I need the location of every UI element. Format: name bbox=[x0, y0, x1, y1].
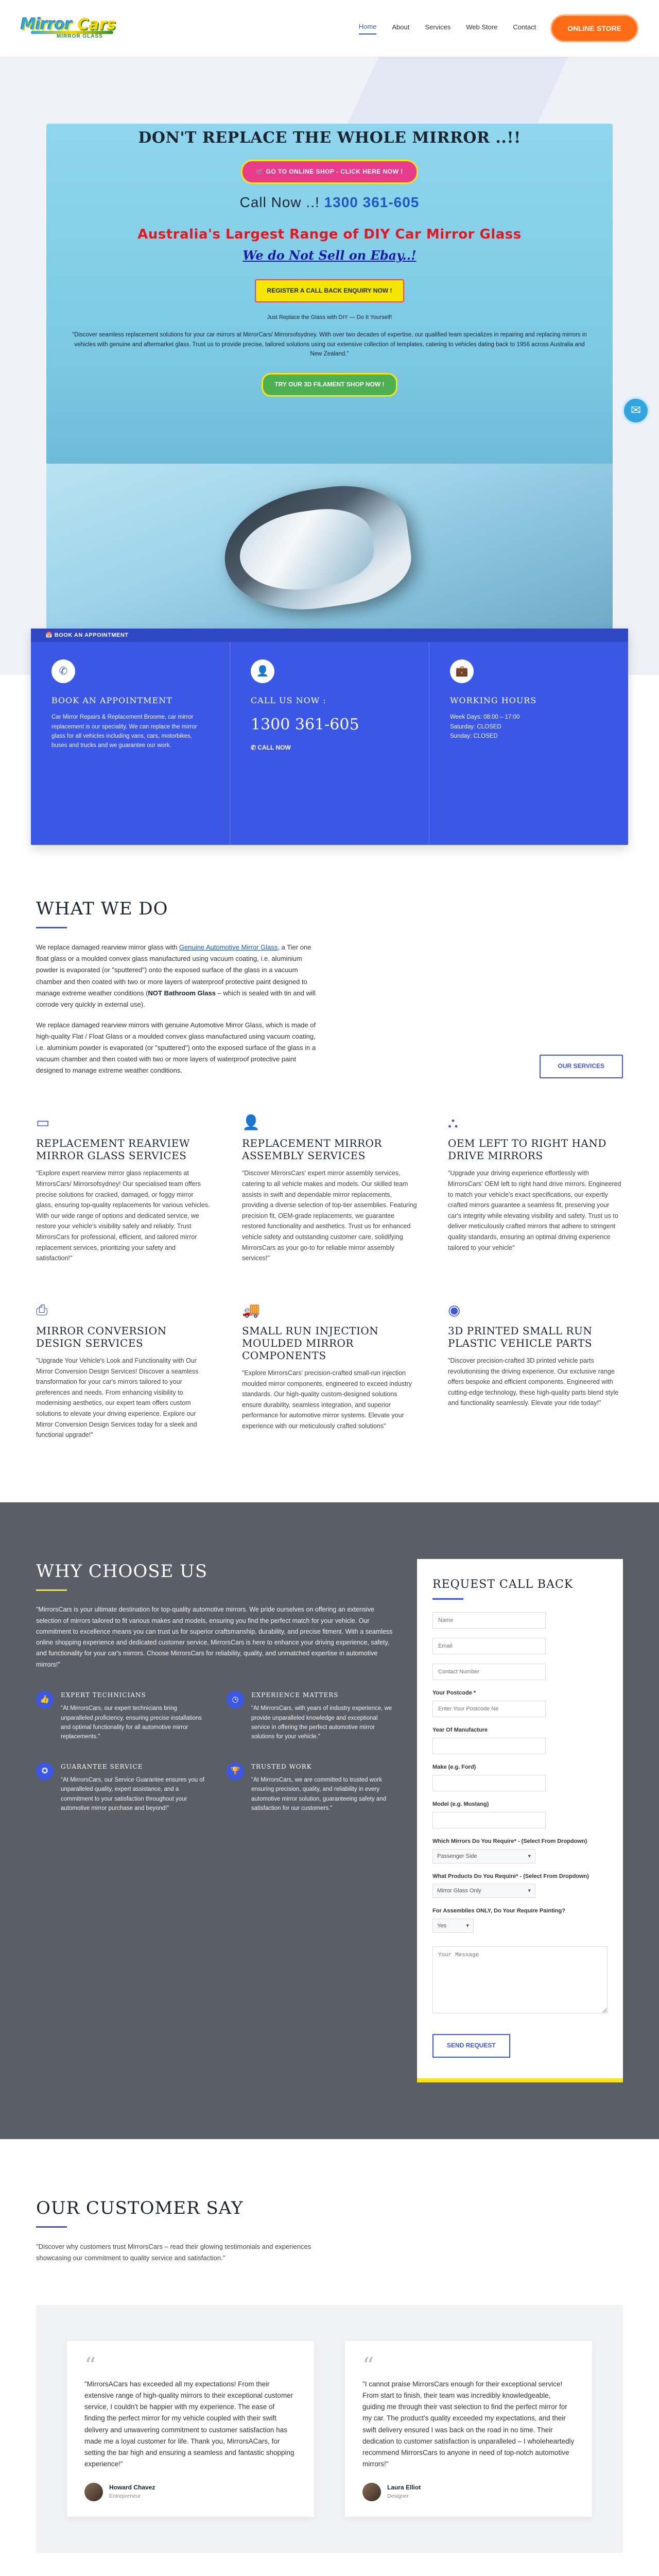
which-mirrors-value: Passenger Side bbox=[437, 1853, 477, 1859]
info-appointment bbox=[31, 629, 230, 845]
testimonial-author bbox=[362, 2483, 575, 2501]
why-item bbox=[36, 1691, 206, 1742]
info-call bbox=[230, 629, 429, 845]
service-title[interactable]: 3D PRINTED SMALL RUN PLASTIC VEHICLE PARTS bbox=[448, 1324, 593, 1349]
replace-glass-note: Just Replace the Glass with DIY — Do It Yourself! bbox=[267, 314, 392, 321]
which-mirrors-select[interactable] bbox=[432, 1849, 535, 1863]
author-role: Entrepreneur bbox=[109, 2493, 141, 2499]
chevron-down-icon: ▾ bbox=[466, 1923, 469, 1929]
postcode-field[interactable] bbox=[432, 1701, 546, 1717]
register-enquiry-button[interactable]: REGISTER A CALL BACK ENQUIRY NOW ! bbox=[255, 279, 405, 302]
painting-value: Yes bbox=[437, 1923, 446, 1929]
eye-icon: ◉ bbox=[448, 1301, 461, 1318]
service-title[interactable]: REPLACEMENT REARVIEW MIRROR GLASS SERVICES bbox=[36, 1137, 190, 1162]
why-choose-title: WHY CHOOSE US bbox=[36, 1561, 208, 1582]
why-item-title: EXPERT TECHNICIANS bbox=[61, 1691, 146, 1699]
largest-range-headline: Australia's Largest Range of DIY Car Mirror Glass bbox=[137, 227, 522, 243]
author-name: Howard Chavez bbox=[109, 2484, 155, 2492]
info-hours-title: WORKING HOURS bbox=[450, 696, 537, 705]
p1-bold: NOT Bathroom Glass bbox=[148, 989, 216, 997]
make-field[interactable] bbox=[432, 1775, 546, 1791]
hours-saturday: Saturday: CLOSED bbox=[450, 723, 501, 730]
avatar bbox=[84, 2483, 103, 2501]
service-text: "Upgrade your driving experience effortlessly with MirrorsCars' OEM left to right hand drive mirrors. Engineered to match your vehicle's exact specifications, our expertly crafted mirrors guarantee a seamless fit, preserving your car's integrity while elevating visibility and safety. Trust us to deliver meticulously crafted mirrors that adhere to stringent quality standards, ensuring an optimal driving experience tailored to your vehicle" bbox=[448, 1170, 621, 1251]
service-card bbox=[448, 1300, 623, 1440]
hero-content bbox=[46, 127, 613, 397]
why-choose-section bbox=[0, 1502, 659, 2139]
hero-card bbox=[46, 124, 613, 639]
send-request-button[interactable]: SEND REQUEST bbox=[432, 2034, 510, 2057]
what-we-do-paragraph-1 bbox=[36, 942, 324, 1010]
testimonials-subtitle: "Discover why customers trust MirrorsCars – read their glowing testimonials and experiences showcasing our commitment to quality service and satisfaction." bbox=[36, 2242, 311, 2262]
our-services-button[interactable]: OUR SERVICES bbox=[540, 1055, 623, 1078]
why-item-title: GUARANTEE SERVICE bbox=[61, 1762, 143, 1770]
trophy-icon: 🏆 bbox=[227, 1762, 244, 1780]
year-field[interactable] bbox=[432, 1738, 546, 1754]
why-item-title: TRUSTED WORK bbox=[251, 1762, 312, 1770]
envelope-icon[interactable]: ✉ bbox=[622, 397, 650, 425]
what-we-do-title: WHAT WE DO bbox=[36, 899, 168, 919]
title-underline bbox=[36, 927, 67, 928]
why-item bbox=[227, 1691, 396, 1742]
nav-services[interactable]: Services bbox=[425, 23, 451, 31]
mirror-glass-image bbox=[235, 502, 378, 598]
name-field[interactable] bbox=[432, 1612, 546, 1629]
info-bar-topline: 📅 BOOK AN APPOINTMENT bbox=[31, 629, 628, 642]
what-we-do-section bbox=[0, 845, 659, 1471]
site-header bbox=[0, 0, 659, 57]
why-item bbox=[36, 1762, 206, 1814]
service-text: "Explore expert rearview mirror glass replacements at MirrorsCars/ Mirrorsofsydney! Our specialised team offers precise solutions for cracked, damaged, or foggy mirror glass, ensuring top-quality replacements for various vehicles. With our wide range of options and dedicated service, we restore your vehicle's visibility safely and reliably. Trust MirrorsCars for professional, efficient, and tailored mirror replacement services, prioritizing your safety and satisfaction!" bbox=[36, 1170, 210, 1262]
nav-web-store[interactable]: Web Store bbox=[466, 23, 498, 31]
info-call-title: CALL US NOW : bbox=[251, 696, 326, 705]
service-text: "Discover MirrorsCars' expert mirror assembly services, catering to all vehicle makes and models. Our skilled team assists in swift and dependable mirror replacements, providing a diverse selection of top-tier assemblies. Featuring precision fit, OEM-grade replacements, we guarantee restored functionality and aesthetics. Trust us for enhanced vehicle safety and outstanding customer care, solidifying MirrorsCars as your go-to for reliable mirror assembly services!" bbox=[242, 1170, 417, 1262]
nav-home[interactable]: Home bbox=[359, 22, 377, 35]
testimonials-title: OUR CUSTOMER SAY bbox=[36, 2197, 244, 2218]
info-bar bbox=[31, 629, 628, 845]
email-field[interactable] bbox=[432, 1638, 546, 1654]
testimonial-author bbox=[84, 2483, 297, 2501]
briefcase-icon: 💼 bbox=[450, 659, 474, 683]
quote-icon: “ bbox=[362, 2353, 374, 2380]
printer-icon: ⎙ bbox=[36, 1301, 48, 1318]
hero-call-now bbox=[46, 192, 613, 213]
p1-part-a: We replace damaged rearview mirror glass with bbox=[36, 943, 179, 952]
service-text: "Explore MirrorsCars' precision-crafted small-run injection moulded mirror components, engineered to exceed industry standards. Our high-quality custom-designed solutions ensure durability, seamless integration, and superior performance for automotive mirror systems. Elevate your experience with our meticulously crafted solutions" bbox=[242, 1369, 412, 1430]
author-name: Laura Elliot bbox=[387, 2484, 421, 2492]
info-appointment-text: Car Mirror Repairs & Replacement Broome, car mirror replacement is our speciality. We can replace the mirror glass for all vehicles including vans, cars, motorbikes, buses and trucks and we guarantee our work. bbox=[51, 714, 197, 749]
service-title[interactable]: OEM LEFT TO RIGHT HAND DRIVE MIRRORS bbox=[448, 1137, 606, 1162]
why-item-text: "At MirrorsCars, with years of industry experience, we provide unparalleled knowledge and exceptional service in offering the perfect automotive mirror solutions for your vehicle." bbox=[251, 1705, 392, 1740]
service-card bbox=[242, 1300, 417, 1440]
make-label: Make (e.g. Ford) bbox=[432, 1764, 476, 1770]
truck-icon: 🚚 bbox=[242, 1301, 260, 1318]
what-we-do-paragraph-2: We replace damaged rearview mirrors with genuine Automotive Mirror Glass, which is made of high-quality Flat / Float Glass or a moulded convex glass manufactured using vacuum coating, i.e. aluminium powder is evaporated (or "sputtered") onto the exposed surface of the glass in a vacuum chamber and then coated with two or more layers of waterproof protective paint designed to manage extreme weather conditions. bbox=[36, 1021, 316, 1075]
quote-icon: “ bbox=[84, 2353, 96, 2380]
sitemap-icon: ⛬ bbox=[448, 1114, 458, 1131]
title-underline bbox=[36, 1589, 67, 1591]
service-text: "Discover precision-crafted 3D printed vehicle parts revolutionising the driving experience. Our exclusive range offers bespoke and efficient components. Engineered with cutting-edge technology, these high-quality parts blend style and functionality seamlessly. Elevate your ride today!" bbox=[448, 1357, 619, 1407]
nav-about[interactable]: About bbox=[392, 23, 410, 31]
chevron-down-icon: ▾ bbox=[528, 1888, 531, 1894]
year-label: Year Of Manufacture bbox=[432, 1726, 488, 1733]
why-item-text: "At MirrorsCars, we are committed to trusted work ensuring precision, quality, and reliability in every automotive mirror solution, guaranteeing safety and satisfaction for our customers." bbox=[251, 1777, 387, 1812]
phone-icon: ✆ bbox=[51, 659, 75, 683]
products-label: What Products Do You Require* - (Select From Dropdown) bbox=[432, 1873, 589, 1879]
hours-sunday: Sunday: CLOSED bbox=[450, 733, 498, 739]
service-card bbox=[448, 1112, 623, 1264]
products-select[interactable] bbox=[432, 1884, 535, 1898]
painting-label: For Assemblies ONLY, Do Your Require Painting? bbox=[432, 1908, 565, 1914]
which-mirrors-label: Which Mirrors Do You Require* - (Select From Dropdown) bbox=[432, 1838, 587, 1844]
info-call-link-label: CALL NOW bbox=[257, 743, 291, 751]
why-choose-grid bbox=[36, 1691, 396, 1814]
info-call-link[interactable]: ✆ CALL NOW bbox=[251, 743, 291, 751]
mirror-icon: ▭ bbox=[36, 1114, 50, 1131]
callback-form-title: REQUEST CALL BACK bbox=[432, 1578, 574, 1591]
call-now-label: Call Now ..! bbox=[239, 194, 320, 210]
why-item-title: EXPERIENCE MATTERS bbox=[251, 1691, 339, 1699]
postcode-label: Your Postcode * bbox=[432, 1689, 476, 1696]
online-shop-button[interactable]: 🛒 GO TO ONLINE SHOP - CLICK HERE NOW ! bbox=[241, 160, 418, 184]
why-item bbox=[227, 1762, 396, 1814]
hero-intro-text: "Discover seamless replacement solutions for your car mirrors at MirrorCars/ Mirrorsofsydney. With over two decades of expertise, our qualified team specializes in repairing and replacing mirrors in vehicles with genuine and aftermarket glass. Trust us to provide precise, tailored solutions using our extensive collection of templates, catering to vehicles dating back to 1956 across Australia and New Zealand." bbox=[72, 332, 587, 358]
testimonials-wrapper bbox=[36, 2305, 623, 2553]
title-underline bbox=[432, 1598, 463, 1600]
logo-word-1: Mirror bbox=[21, 15, 72, 33]
thumbs-up-icon: 👍 bbox=[36, 1691, 54, 1708]
service-card bbox=[242, 1112, 417, 1264]
info-call-phone[interactable]: 1300 361-605 bbox=[251, 716, 359, 734]
p1-part-b: , a Tier one float glass or a moulded convex glass manufactured using vacuum coating, i.e. aluminium powder is evaporated (or "sputtered") onto the exposed surface of the glass in a vacuum chamber and then coated with two or more layers of waterproof protective paint designed to manage extreme weather conditions ( bbox=[36, 943, 311, 997]
testimonial-card bbox=[345, 2341, 592, 2517]
why-choose-content bbox=[36, 1559, 396, 2082]
title-underline bbox=[36, 2226, 67, 2228]
why-item-text: "At MirrorsCars, our expert technicians bring unparalleled proficiency, ensuring precise installations and optimal functionality for all automotive mirror replacements." bbox=[61, 1705, 202, 1740]
logo-word-2: Cars bbox=[77, 15, 116, 33]
no-ebay-notice: We do Not Sell on Ebay..! bbox=[242, 248, 417, 263]
testimonial-text: "I cannot praise MirrorsCars enough for their exceptional service! From start to finish, their team was incredibly knowledgeable, guiding me through their vast selection to find the perfect mirror for my car. The product's quality exceeded my expectations, and their swift delivery ensured I was back on the road in no time. Their dedication to customer satisfaction is unparalleled – I wholeheartedly recommend MirrorsCars to anyone in need of top-notch automotive mirrors!" bbox=[362, 2380, 575, 2468]
products-value: Mirror Glass Only bbox=[437, 1888, 481, 1894]
call-now-number[interactable]: 1300 361-605 bbox=[324, 194, 420, 210]
hours-weekdays: Week Days: 08:00 – 17:00 bbox=[450, 714, 520, 721]
info-hours bbox=[429, 629, 628, 845]
contact-number-field[interactable] bbox=[432, 1664, 546, 1680]
testimonials-section bbox=[0, 2139, 659, 2576]
why-item-text: "At MirrorsCars, our Service Guarantee ensures you of unparalleled quality, expert assistance, and a commitment to your satisfaction throughout your automotive mirror purchase and beyond!" bbox=[61, 1777, 204, 1812]
callback-form bbox=[417, 1559, 623, 2082]
user-icon: 👤 bbox=[251, 659, 274, 683]
painting-select[interactable] bbox=[432, 1919, 474, 1933]
p1-part-c: – which is sealed with tin and will corrode very quickly in external use). bbox=[36, 989, 316, 1008]
online-shop-label: GO TO ONLINE SHOP - CLICK HERE NOW ! bbox=[266, 167, 403, 175]
services-grid bbox=[36, 1112, 623, 1440]
service-text: "Upgrade Your Vehicle's Look and Functionality with Our Mirror Conversion Design Services! Discover a seamless transformation for your car's mirrors tailored to your preferences and needs. From enhancing visibility to modernising aesthetics, our expert team offers custom solutions to elevate your driving experience. Explore our Mirror Conversion Design Services today for a sleek and functional upgrade!" bbox=[36, 1357, 199, 1439]
hero-title: DON'T REPLACE THE WHOLE MIRROR ..!! bbox=[138, 129, 521, 147]
service-title[interactable]: SMALL RUN INJECTION MOULDED MIRROR COMPONENTS bbox=[242, 1324, 379, 1362]
nav-contact[interactable]: Contact bbox=[513, 23, 536, 31]
service-card bbox=[36, 1112, 211, 1264]
model-label: Model (e.g. Mustang) bbox=[432, 1801, 489, 1807]
service-card bbox=[36, 1300, 211, 1440]
testimonial-card bbox=[67, 2341, 314, 2517]
info-appointment-title: BOOK AN APPOINTMENT bbox=[51, 696, 172, 705]
badge-icon: ✪ bbox=[36, 1762, 54, 1780]
clock-icon: ◷ bbox=[227, 1691, 244, 1708]
filament-shop-button[interactable]: TRY OUR 3D FILAMENT SHOP NOW ! bbox=[262, 373, 397, 396]
main-nav bbox=[359, 22, 536, 35]
model-field[interactable] bbox=[432, 1812, 546, 1828]
service-title[interactable]: MIRROR CONVERSION DESIGN SERVICES bbox=[36, 1324, 167, 1349]
message-field[interactable] bbox=[432, 1946, 608, 2013]
logo-tagline: MIRROR GLASS bbox=[57, 33, 103, 39]
info-hours-list bbox=[450, 713, 608, 741]
why-choose-intro: "MirrorsCars is your ultimate destination for top-quality automotive mirrors. We pride ourselves on offering an extensive selection of mirrors tailored to fit various makes and models, ensuring you find the perfect match for your vehicle. Our commitment to excellence means you can trust us for superior craftsmanship, durability, and precise fitment. With a seamless online shopping experience and dedicated customer service, MirrorsCars is here to enhance your driving experience, safety, and functionality for your car's mirrors. Choose MirrorsCars for reliability, quality, and unmatched expertise in automotive mirrors!" bbox=[36, 1606, 393, 1668]
site-logo[interactable] bbox=[21, 10, 124, 46]
avatar bbox=[362, 2483, 381, 2501]
info-bar-topline-label: BOOK AN APPOINTMENT bbox=[54, 632, 129, 638]
chevron-down-icon: ▾ bbox=[528, 1853, 531, 1859]
testimonial-text: "MirrorsACars has exceeded all my expectations! From their extensive range of high-quality mirrors to their exceptional customer service, I couldn't be happier with my experience. The ease of finding the perfect mirror for my vehicle coupled with their swift delivery and unwavering commitment to customer satisfaction has made me a loyal customer for life. Thank you, MirrorsACars, for setting the bar high and ensuring a seamless and fantastic shopping experience!" bbox=[84, 2380, 294, 2468]
author-role: Designer bbox=[387, 2493, 409, 2499]
genuine-glass-link[interactable]: Genuine Automotive Mirror Glass bbox=[179, 943, 278, 952]
online-store-button[interactable]: ONLINE STORE bbox=[550, 14, 638, 42]
user-icon: 👤 bbox=[242, 1114, 260, 1131]
hero-section bbox=[0, 57, 659, 675]
service-title[interactable]: REPLACEMENT MIRROR ASSEMBLY SERVICES bbox=[242, 1137, 382, 1162]
